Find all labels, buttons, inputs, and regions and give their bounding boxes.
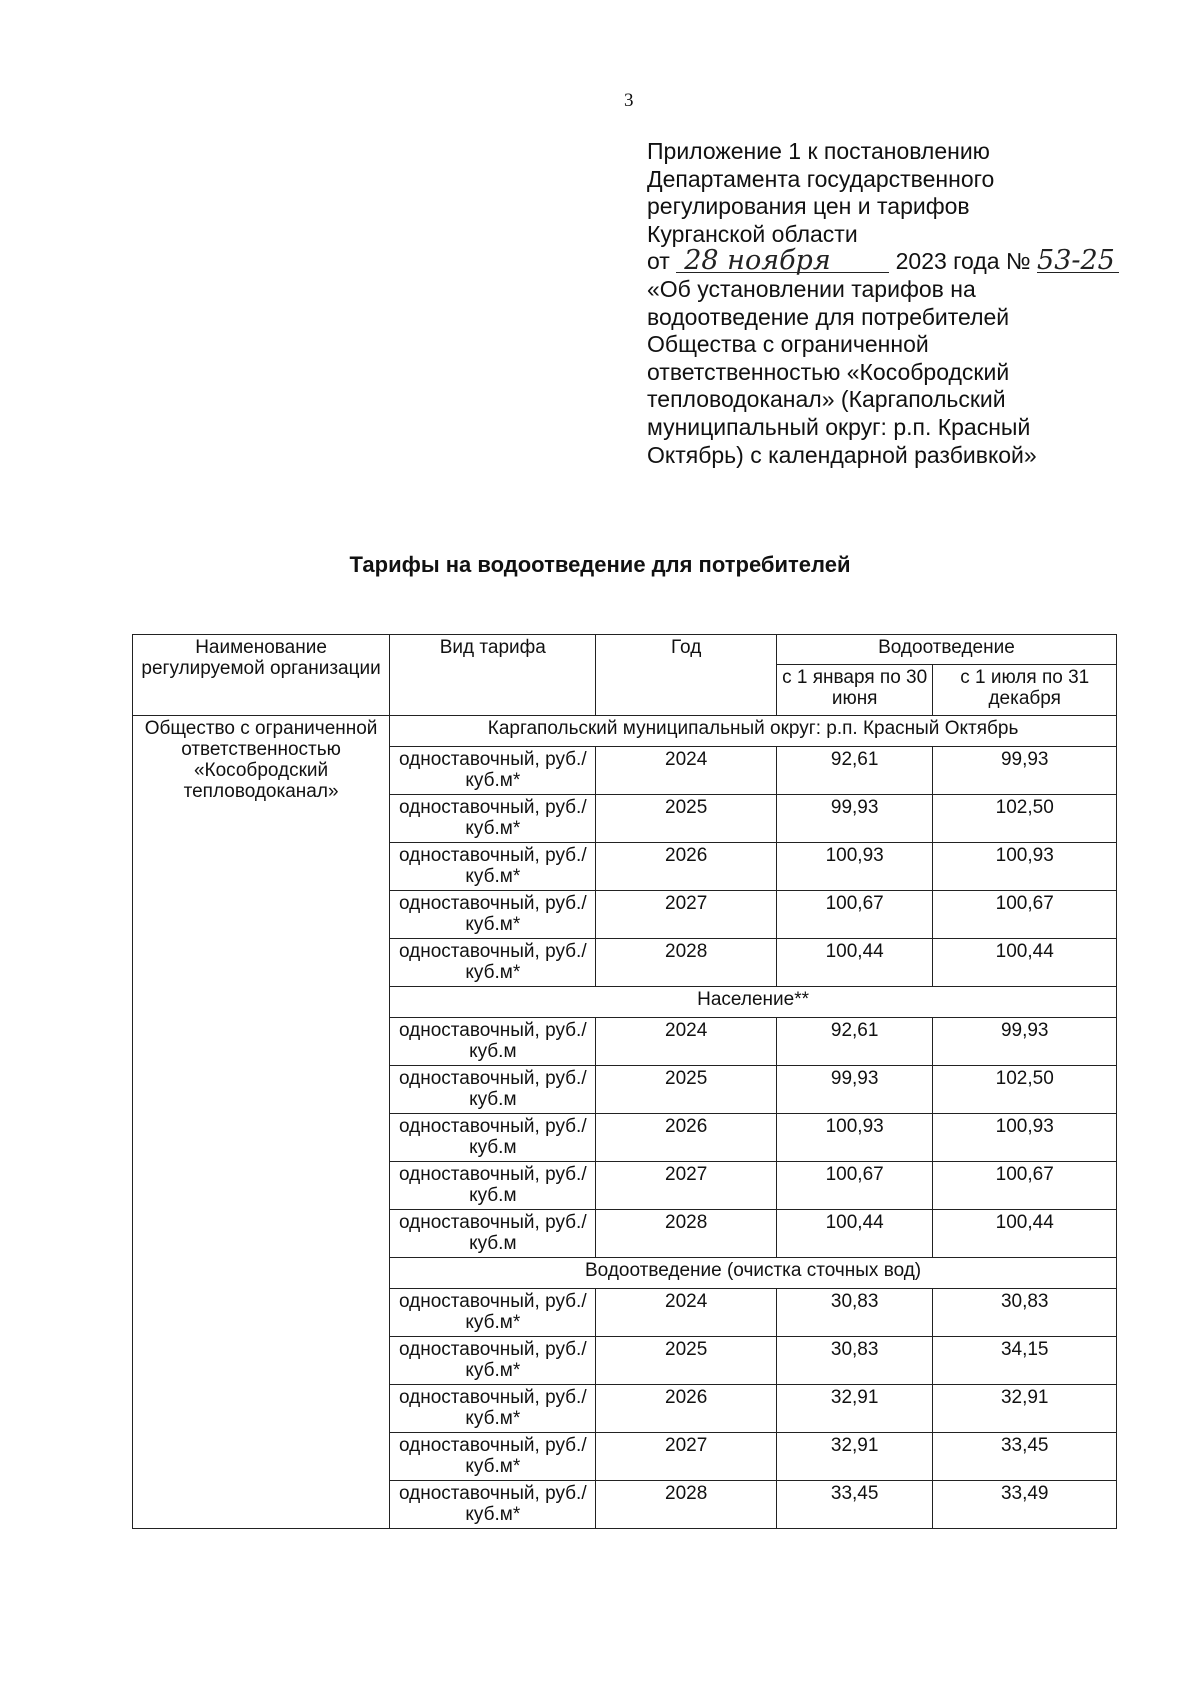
value-period-b-cell: 102,50	[933, 795, 1117, 843]
tariffs-table	[132, 634, 1117, 1529]
tariff-kind-cell: одноставочный, руб./куб.м	[390, 1018, 596, 1066]
tariff-kind-cell: одноставочный, руб./куб.м*	[390, 1385, 596, 1433]
year-cell: 2028	[596, 1481, 776, 1529]
year-cell: 2027	[596, 891, 776, 939]
appendix-line: Приложение 1 к постановлению	[647, 138, 990, 164]
value-period-a-cell: 32,91	[776, 1385, 933, 1433]
year-cell: 2024	[596, 1289, 776, 1337]
value-period-a-cell: 99,93	[776, 1066, 933, 1114]
value-period-a-cell: 32,91	[776, 1433, 933, 1481]
appendix-line: регулирования цен и тарифов	[647, 193, 970, 220]
appendix-line: ответственностью «Кособродский	[647, 358, 1010, 385]
tariff-kind-cell: одноставочный, руб./куб.м*	[390, 1433, 596, 1481]
appendix-line: Курганской области	[647, 220, 858, 247]
value-period-b-cell: 33,45	[933, 1433, 1117, 1481]
year-cell: 2025	[596, 1066, 776, 1114]
year-text: 2023 года №	[895, 248, 1031, 275]
year-cell: 2024	[596, 747, 776, 795]
year-cell: 2024	[596, 1018, 776, 1066]
appendix-date-line	[647, 245, 1117, 277]
tariff-kind-cell: одноставочный, руб./куб.м*	[390, 1481, 596, 1529]
section-row	[133, 716, 1117, 747]
tariff-kind-cell: одноставочный, руб./куб.м*	[390, 747, 596, 795]
year-cell: 2026	[596, 843, 776, 891]
value-period-b-cell: 100,93	[933, 1114, 1117, 1162]
value-period-a-cell: 92,61	[776, 747, 933, 795]
tariff-kind-cell: одноставочный, руб./куб.м	[390, 1114, 596, 1162]
tariff-kind-cell: одноставочный, руб./куб.м*	[390, 939, 596, 987]
year-cell: 2028	[596, 939, 776, 987]
tariff-kind-cell: одноставочный, руб./куб.м*	[390, 843, 596, 891]
year-cell: 2027	[596, 1433, 776, 1481]
year-cell: 2025	[596, 795, 776, 843]
value-period-b-cell: 99,93	[933, 1018, 1117, 1066]
tariff-kind-cell: одноставочный, руб./куб.м*	[390, 1337, 596, 1385]
value-period-b-cell: 100,93	[933, 843, 1117, 891]
value-period-a-cell: 100,93	[776, 1114, 933, 1162]
value-period-b-cell: 100,67	[933, 1162, 1117, 1210]
from-prefix: от	[647, 248, 670, 275]
document-title: Тарифы на водоотведение для потребителей	[349, 552, 851, 577]
value-period-a-cell: 100,44	[776, 939, 933, 987]
tariff-kind-cell: одноставочный, руб./куб.м	[390, 1162, 596, 1210]
tariff-kind-cell: одноставочный, руб./куб.м*	[390, 891, 596, 939]
year-cell: 2028	[596, 1210, 776, 1258]
year-cell: 2027	[596, 1162, 776, 1210]
value-period-a-cell: 100,67	[776, 1162, 933, 1210]
header-period-b: с 1 июля по 31 декабря	[933, 665, 1117, 716]
value-period-b-cell: 100,44	[933, 1210, 1117, 1258]
value-period-a-cell: 100,44	[776, 1210, 933, 1258]
value-period-a-cell: 100,93	[776, 843, 933, 891]
appendix-line: Департамента государственного	[647, 165, 995, 192]
header-org: Наименование регулируемой организации	[133, 635, 390, 716]
appendix-line: водоотведение для потребителей	[647, 303, 1010, 330]
appendix-header	[647, 138, 1117, 469]
year-cell: 2025	[596, 1337, 776, 1385]
header-period-a: с 1 января по 30 июня	[776, 665, 933, 716]
tariff-kind-cell: одноставочный, руб./куб.м	[390, 1066, 596, 1114]
appendix-line: тепловодоканал» (Каргапольский	[647, 386, 1006, 413]
section-title: Население**	[390, 987, 1117, 1018]
organization-cell: Общество с ограниченной ответственностью «Кособродский тепловодоканал»	[133, 716, 390, 1529]
page-number: 3	[624, 90, 634, 111]
header-year: Год	[596, 635, 776, 716]
value-period-b-cell: 33,49	[933, 1481, 1117, 1529]
value-period-a-cell: 99,93	[776, 795, 933, 843]
tariff-kind-cell: одноставочный, руб./куб.м	[390, 1210, 596, 1258]
value-period-b-cell: 99,93	[933, 747, 1117, 795]
header-kind: Вид тарифа	[390, 635, 596, 716]
value-period-b-cell: 100,44	[933, 939, 1117, 987]
value-period-a-cell: 30,83	[776, 1337, 933, 1385]
year-cell: 2026	[596, 1114, 776, 1162]
appendix-line: «Об установлении тарифов на	[647, 275, 976, 302]
value-period-b-cell: 100,67	[933, 891, 1117, 939]
tariff-kind-cell: одноставочный, руб./куб.м*	[390, 795, 596, 843]
appendix-line: Октябрь) с календарной разбивкой»	[647, 441, 1037, 468]
value-period-a-cell: 30,83	[776, 1289, 933, 1337]
value-period-a-cell: 100,67	[776, 891, 933, 939]
value-period-a-cell: 92,61	[776, 1018, 933, 1066]
value-period-b-cell: 30,83	[933, 1289, 1117, 1337]
value-period-b-cell: 102,50	[933, 1066, 1117, 1114]
handwritten-number: 53-25	[1037, 250, 1119, 273]
appendix-line: Общества с ограниченной	[647, 331, 929, 358]
value-period-b-cell: 34,15	[933, 1337, 1117, 1385]
appendix-line: муниципальный округ: р.п. Красный	[647, 413, 1031, 440]
value-period-b-cell: 32,91	[933, 1385, 1117, 1433]
section-title: Водоотведение (очистка сточных вод)	[390, 1258, 1117, 1289]
handwritten-date: 28 ноября	[676, 250, 889, 273]
tariff-kind-cell: одноставочный, руб./куб.м*	[390, 1289, 596, 1337]
header-group: Водоотведение	[776, 635, 1116, 665]
year-cell: 2026	[596, 1385, 776, 1433]
section-title: Каргапольский муниципальный округ: р.п. Красный Октябрь	[390, 716, 1117, 747]
value-period-a-cell: 33,45	[776, 1481, 933, 1529]
